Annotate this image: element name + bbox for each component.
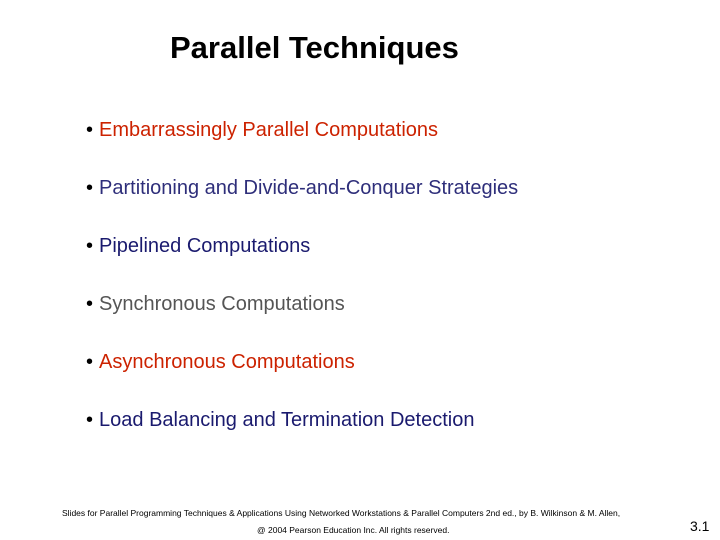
bullet-marker: • — [86, 235, 94, 257]
bullet-marker: • — [86, 293, 94, 315]
bullet-text: Load Balancing and Termination Detection — [99, 409, 475, 431]
footer-citation: Slides for Parallel Programming Techniques & Applications Using Networked Workstations & Parallel Computers 2nd ed., by B. Wilkinson & M. Allen, — [62, 508, 621, 518]
bullet-item — [86, 293, 518, 351]
bullet-text: Synchronous Computations — [99, 293, 345, 315]
bullet-item — [86, 177, 518, 235]
page-number: 3.1 — [690, 518, 710, 534]
bullet-marker: • — [86, 351, 94, 373]
bullet-text: Asynchronous Computations — [99, 351, 355, 373]
bullet-list — [86, 119, 518, 467]
bullet-marker: • — [86, 119, 94, 141]
bullet-marker: • — [86, 409, 94, 431]
bullet-text: Partitioning and Divide-and-Conquer Strategies — [99, 177, 519, 199]
bullet-marker: • — [86, 177, 94, 199]
bullet-text: Pipelined Computations — [99, 235, 311, 257]
bullet-item — [86, 235, 518, 293]
bullet-item — [86, 119, 518, 177]
footer-copyright: @ 2004 Pearson Education Inc. All rights reserved. — [257, 525, 450, 535]
slide-title: Parallel Techniques — [170, 30, 459, 65]
bullet-item — [86, 409, 518, 467]
bullet-text: Embarrassingly Parallel Computations — [99, 119, 439, 141]
bullet-item — [86, 351, 518, 409]
